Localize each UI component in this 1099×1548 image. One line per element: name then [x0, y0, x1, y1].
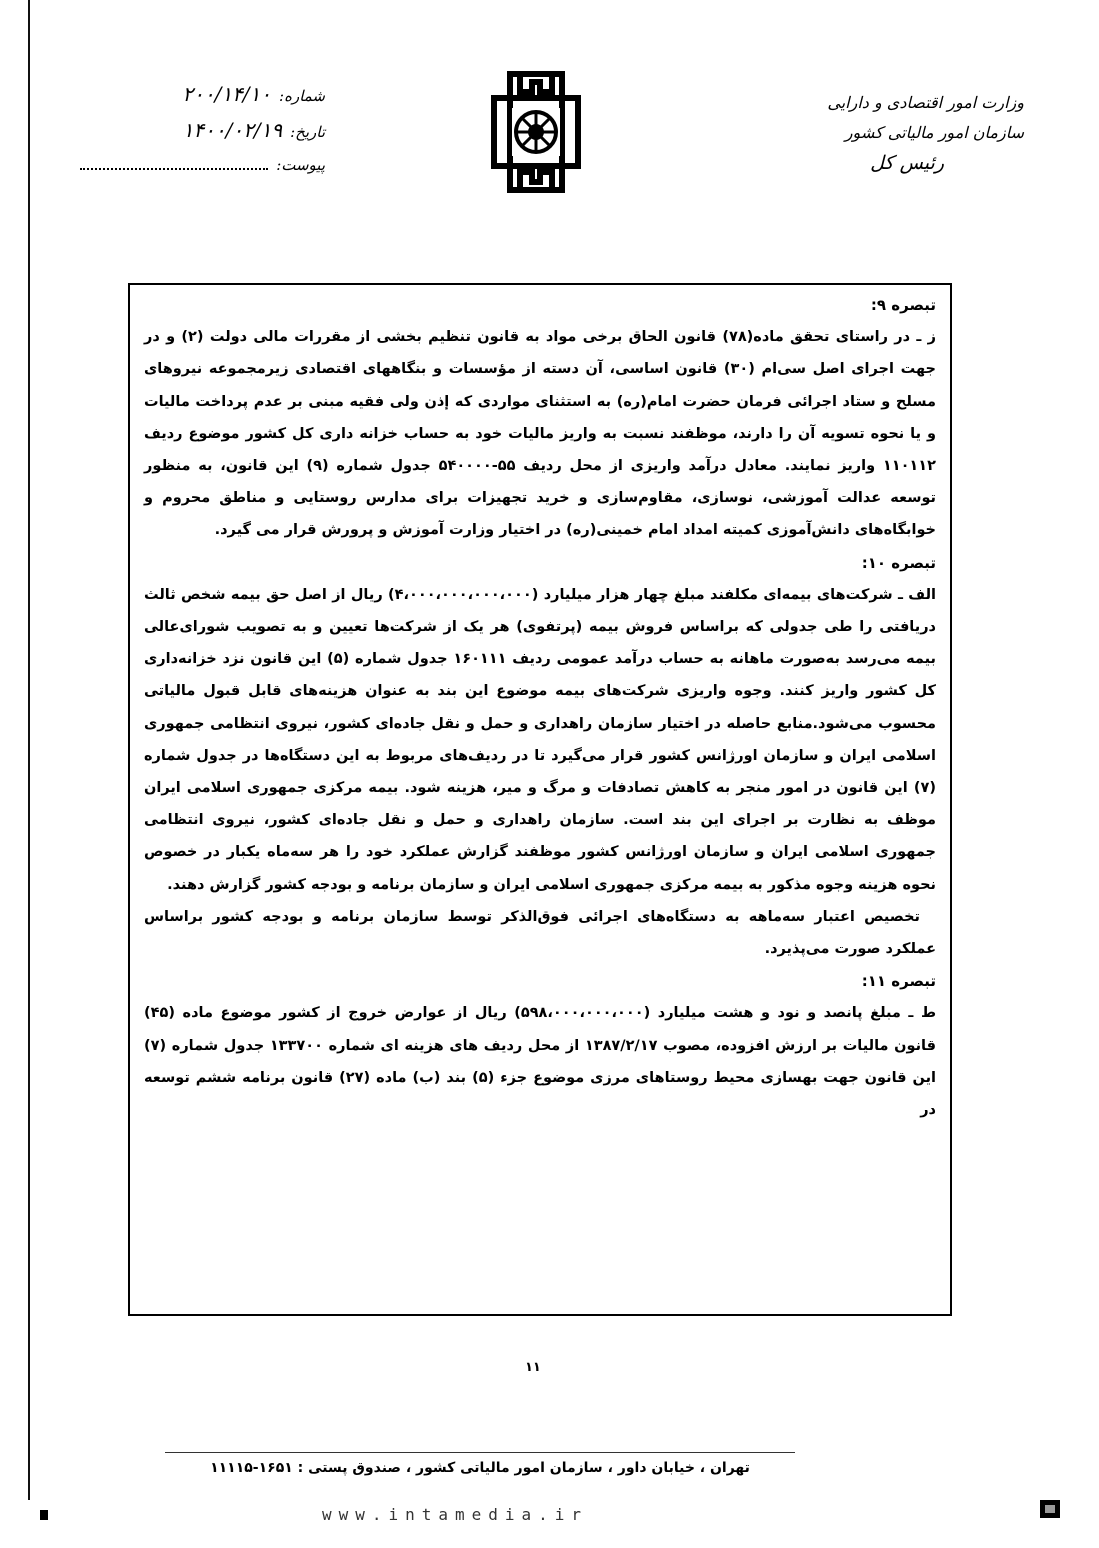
letter-date-label: تاریخ: [290, 123, 325, 141]
letter-number-value: ۲۰۰/۱۴/۱۰ [182, 82, 272, 106]
letter-attachment-row [80, 154, 325, 190]
office-title: رئیس کل [870, 152, 944, 174]
letterhead-issuer [764, 88, 1024, 178]
ministry-name: وزارت امور اقتصادی و دارایی [827, 93, 1024, 112]
website-watermark: www.intamedia.ir [321, 1505, 589, 1524]
page-number: ۱۱ [525, 1360, 541, 1375]
letter-attachment-label: پیوست: [276, 156, 325, 174]
letter-number-label: شماره: [279, 87, 325, 105]
note-heading: تبصره ۱۱: [861, 972, 936, 991]
footer-divider [165, 1452, 795, 1453]
note-paragraph: الف ـ شرکت‌های بیمه‌ای مکلفند مبلغ چهار هزار میلیارد (۴،۰۰۰،۰۰۰،۰۰۰،۰۰۰) ریال از اصل حق بیمه شخص ثالث دریافتی را طی جدولی که براساس فروش بیمه (پرتفوی) هر یک از شرکت‌ها تعیین و به تصویب شورای‌عالی بیمه می‌رسد به‌صورت ماهانه به حساب درآمد عمومی ردیف ۱۶۰۱۱۱ جدول شماره (۵) این قانون نزد خزانه‌داری کل کشور واریز کنند. وجوه واریزی شرکت‌های بیمه موضوع این بند به عنوان هزینه‌های قابل قبول مالیاتی محسوب می‌شود.منابع حاصله در اختیار سازمان راهداری و حمل و نقل جاده‌ای کشور، نیروی انتظامی جمهوری اسلامی ایران و سازمان اورژانس کشور قرار می‌گیرد تا در ردیف‌های مربوط به این دستگاه‌ها در جدول شماره (۷) این قانون در امور منجر به کاهش تصادفات و مرگ و میر، هزینه شود. بیمه مرکزی جمهوری اسلامی ایران موظف به نظارت بر اجرای این بند است. سازمان راهداری و حمل و نقل جاده‌ای کشور، نیروی انتظامی جمهوری اسلامی ایران و سازمان اورژانس کشور موظفند گزارش عملکرد خود را هر سه‌ماه یکبار در خصوص نحوه هزینه وجوه مذکور به بیمه مرکزی جمهوری اسلامی ایران و سازمان برنامه و بودجه کشور گزارش دهند. [144, 586, 936, 893]
letter-meta [80, 82, 325, 190]
organization-name: سازمان امور مالیاتی کشور [844, 123, 1024, 142]
note-heading: تبصره ۱۰: [861, 553, 936, 572]
scan-edge-line [28, 0, 30, 1500]
scan-corner-mark [40, 1510, 48, 1520]
note-paragraph: تخصیص اعتبار سه‌ماهه به دستگاه‌های اجرائی فوق‌الذکر توسط سازمان برنامه و بودجه کشور براساس عملکرد صورت می‌پذیرد. [144, 908, 936, 958]
attachment-blank-line [80, 154, 268, 170]
scan-corner-mark [1040, 1500, 1060, 1518]
note-heading: تبصره ۹: [870, 296, 936, 314]
note-paragraph: ز ـ در راستای تحقق ماده(۷۸) قانون الحاق برخی مواد به قانون تنظیم بخشی از مقررات مالی دولت (۲) و در جهت اجرای اصل سی‌ام (۳۰) قانون اساسی، آن دسته از مؤسسات و بنگاههای اقتصادی زیرمجموعه نیروهای مسلح و ستاد اجرائی فرمان حضرت امام(ره) به استثنای مواردی که إذن ولی فقیه مبنی بر عدم پرداخت مالیات و یا نحوه تسویه آن را دارند، موظفند نسبت به واریز مالیات خود به حساب خزانه داری کل کشور موضوع ردیف ۱۱۰۱۱۲ واریز نمایند. معادل درآمد واریزی از محل ردیف ۵۵-۵۴۰۰۰۰ جدول شماره (۹) این قانون، به منظور توسعه عدالت آموزشی، نوسازی، مقاوم‌سازی و خرید تجهیزات برای مدارس روستایی و مناطق محروم و خوابگاه‌های دانش‌آموزی کمیته امداد امام خمینی(ره) در اختیار وزارت آموزش و پرورش قرار می گیرد. [144, 329, 937, 539]
letter-date-value: ۱۴۰۰/۰۲/۱۹ [182, 118, 283, 142]
note-paragraph: ط ـ مبلغ پانصد و نود و هشت میلیارد (۵۹۸،۰۰۰،۰۰۰،۰۰۰) ریال از عوارض خروج از کشور موضوع ماده (۴۵) قانون مالیات بر ارزش افزوده، مصوب ۱۳۸۷/۲/۱۷ از محل ردیف های هزینه ای شماره ۱۳۳۷۰۰ جدول شماره (۷) این قانون جهت بهسازی محیط روستاهای مرزی موضوع جزء (۵) بند (ب) ماده (۲۷) قانون برنامه ششم توسعه در [144, 1005, 937, 1119]
footer-address: تهران ، خیابان داور ، سازمان امور مالیاتی کشور ، صندوق پستی : ۱۶۵۱-۱۱۱۱۵ [210, 1460, 750, 1476]
letter-number-row [80, 82, 325, 118]
organization-logo-icon [488, 68, 584, 196]
letter-date-row [80, 118, 325, 154]
document-body [128, 283, 952, 1316]
